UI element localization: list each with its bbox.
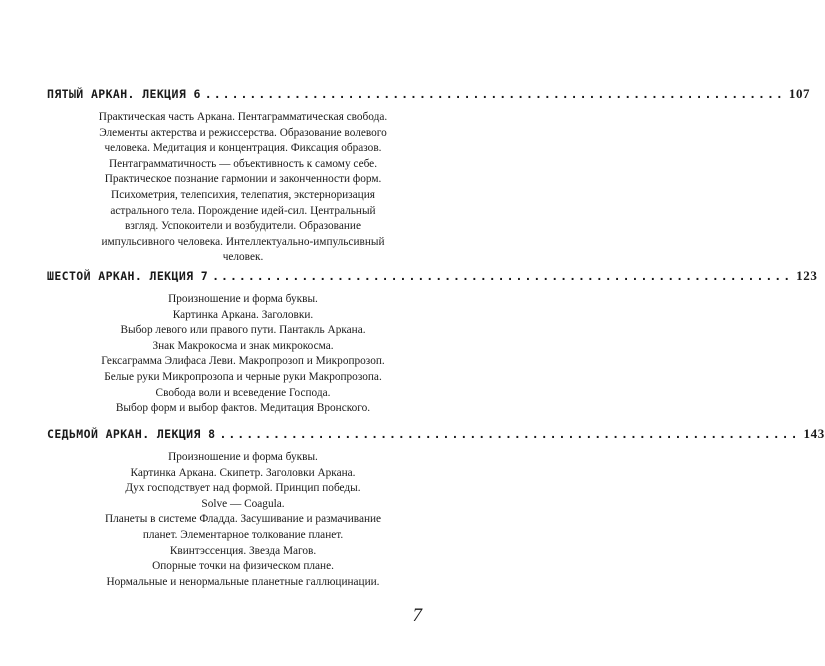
toc-entry-title: ПЯТЫЙ АРКАН. ЛЕКЦИЯ 6 (47, 87, 201, 101)
description-line: Произношение и форма буквы. (168, 451, 318, 463)
toc-entry-description (47, 292, 439, 417)
description-line: планет. Элементарное толкование планет. (142, 528, 344, 541)
toc-entry-title: СЕДЬМОЙ АРКАН. ЛЕКЦИЯ 8 (47, 427, 216, 441)
description-line: Элементы актерства и режиссерства. Образование волевого (99, 126, 387, 139)
page-number: 7 (412, 605, 422, 626)
description-line: Картинка Аркана. Скипетр. Заголовки Аркана. (130, 466, 356, 479)
toc-entry (47, 426, 825, 590)
description-line: взгляд. Успокоители и возбудители. Образование (125, 220, 361, 233)
dot-leader: ................................................................. (204, 87, 785, 101)
description-line: Картинка Аркана. Заголовки. (172, 308, 314, 321)
toc-entry-page-number: 107 (788, 86, 811, 101)
description-line: Практическое познание гармонии и законченности форм. (104, 173, 382, 186)
description-line: Гексаграмма Элифаса Леви. Макропрозоп и Микропрозоп. (101, 355, 385, 368)
dot-leader: ................................................................. (219, 427, 800, 441)
description-line: Психометрия, телепсихия, телепатия, экстерноризация (111, 188, 375, 201)
toc-entry-description (47, 450, 439, 590)
description-line: Планеты в системе Фладда. Засушивание и размачивание (104, 513, 382, 526)
dot-leader: ................................................................. (212, 269, 793, 283)
toc-entry (47, 268, 818, 417)
description-line: человек. (222, 251, 264, 264)
description-line: Свобода воли и всеведение Господа. (155, 386, 331, 399)
toc-entry-description (47, 110, 439, 266)
description-line: Знак Макрокосма и знак микрокосма. (152, 339, 334, 352)
toc-entry (47, 86, 811, 266)
description-line: Белые руки Микропрозопа и черные руки Макропрозопа. (104, 370, 382, 383)
description-line: Solve — Coagula. (201, 497, 285, 510)
description-line: Произношение и форма буквы. (168, 293, 318, 305)
toc-entry-heading (47, 268, 818, 284)
toc-entry-title: ШЕСТОЙ АРКАН. ЛЕКЦИЯ 7 (47, 269, 209, 283)
description-line: Выбор форм и выбор фактов. Медитация Вронского. (115, 402, 371, 415)
toc-entry-heading (47, 86, 811, 102)
toc-entry-page-number: 123 (796, 268, 818, 283)
toc-entry-heading (47, 426, 825, 442)
description-line: Выбор левого или правого пути. Пантакль Аркана. (120, 324, 366, 337)
toc-entry-page-number: 143 (803, 426, 825, 441)
description-line: астрального тела. Порождение идей-сил. Центральный (110, 204, 376, 217)
description-line: Практическая часть Аркана. Пентаграмматическая свобода. (98, 111, 388, 123)
description-line: Квинтэссенция. Звезда Магов. (169, 544, 317, 557)
description-line: Пентаграмматичность — объективность к самому себе. (108, 157, 378, 170)
description-line: Опорные точки на физическом плане. (152, 560, 334, 573)
description-line: человека. Медитация и концентрация. Фиксация образов. (104, 142, 382, 155)
description-line: Нормальные и ненормальные планетные галлюцинации. (106, 575, 380, 588)
description-line: импульсивного человека. Интеллектуально-импульсивный (101, 235, 385, 248)
description-line: Дух господствует над формой. Принцип победы. (125, 482, 361, 495)
